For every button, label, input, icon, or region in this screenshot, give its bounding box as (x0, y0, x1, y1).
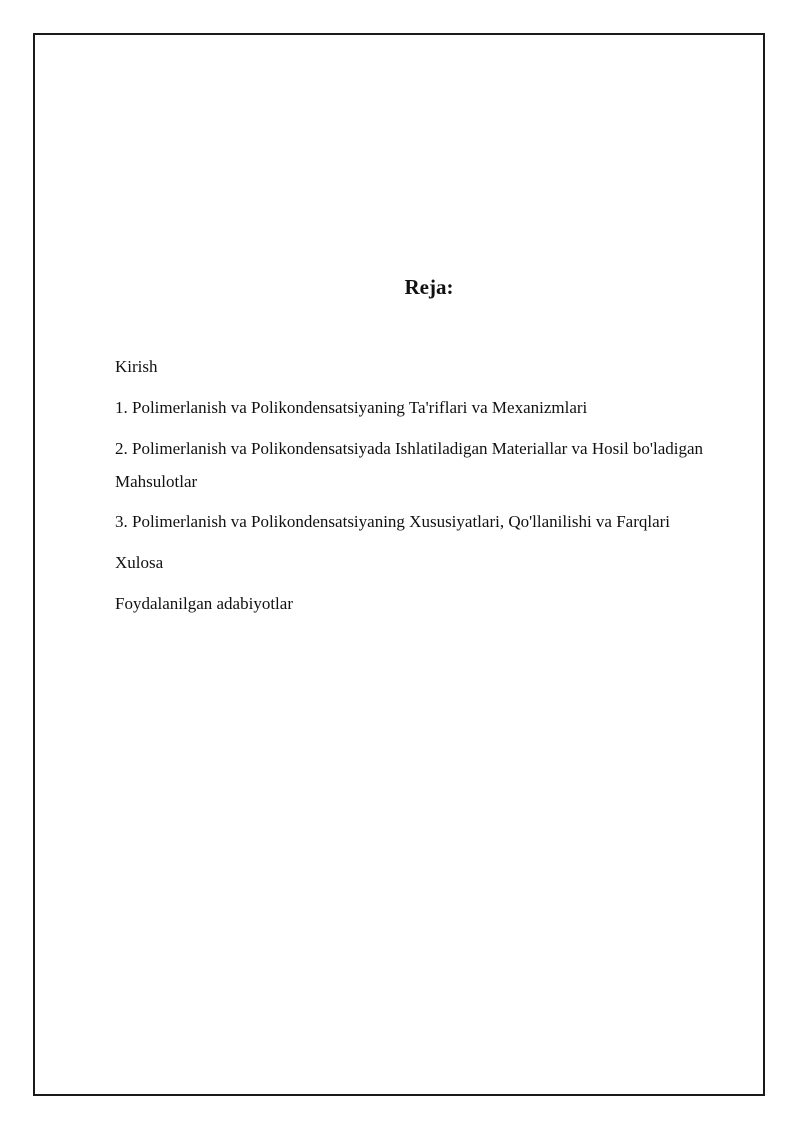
toc-item-section-3: 3. Polimerlanish va Polikondensatsiyaning Xususiyatlari, Qo'llanilishi va Farqlari (115, 512, 671, 531)
toc-item-conclusion: Xulosa (115, 553, 164, 572)
page-title: Reja: (404, 275, 454, 299)
toc-item-references: Foydalanilgan adabiyotlar (115, 594, 293, 613)
table-of-contents (115, 350, 745, 628)
toc-item-introduction: Kirish (115, 357, 158, 376)
toc-item-section-2: 2. Polimerlanish va Polikondensatsiyada Ishlatiladigan Materiallar va Hosil bo'ladigan Mahsulotlar (115, 439, 704, 491)
toc-item-section-1: 1. Polimerlanish va Polikondensatsiyaning Ta'riflari va Mexanizmlari (115, 398, 588, 417)
